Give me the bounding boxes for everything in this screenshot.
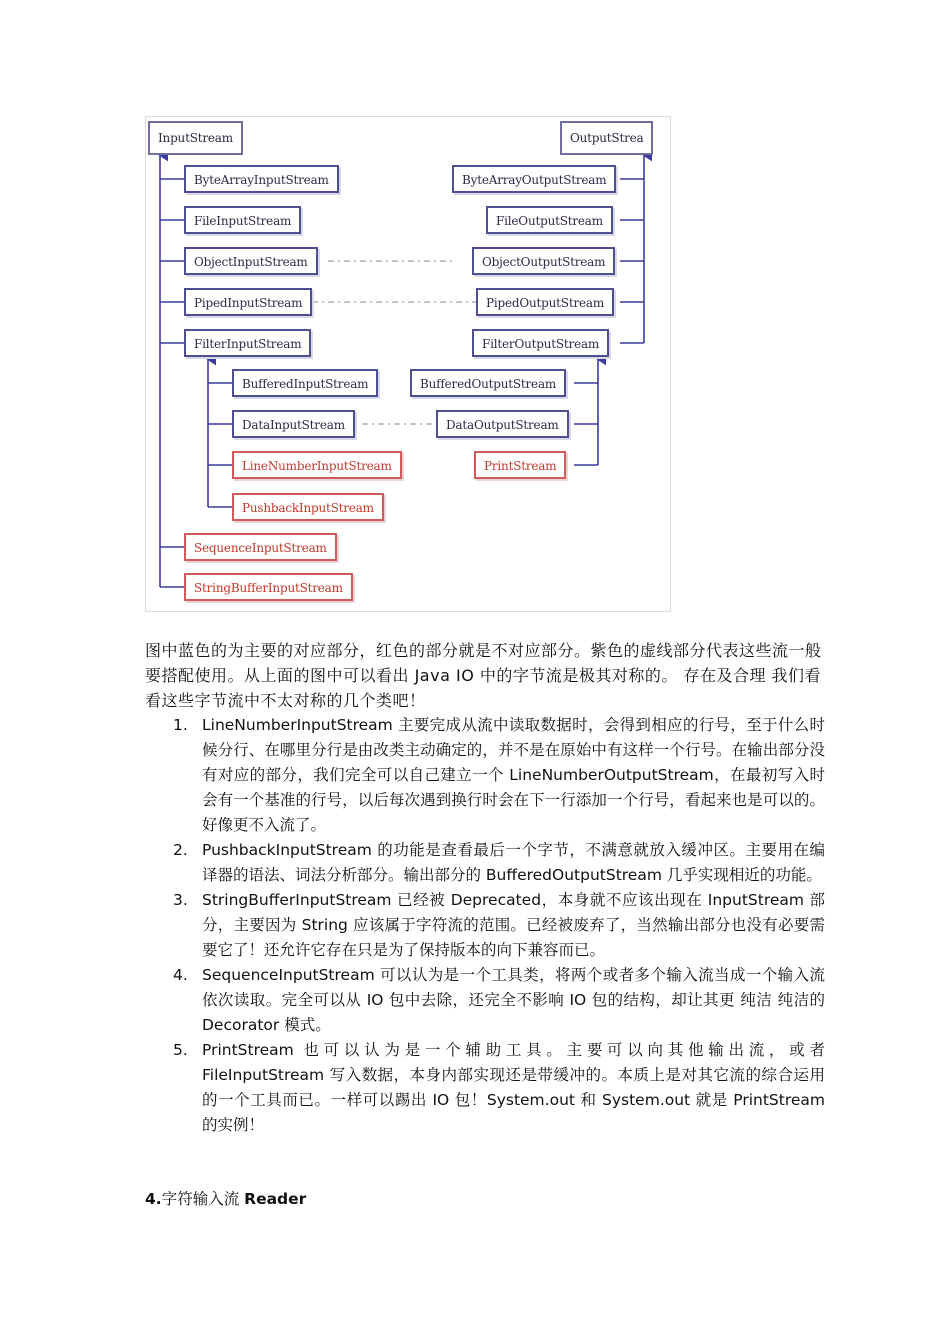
list-item <box>145 713 825 838</box>
node-bytearrayoutputstream: ByteArrayOutputStream <box>452 165 616 193</box>
intro-paragraph: 图中蓝色的为主要的对应部分，红色的部分就是不对应部分。紫色的虚线部分代表这些流一般要搭配使用。从上面的图中可以看出 Java IO 中的字节流是极其对称的。 存在及合理 我们看看这些字节流中不太对称的几个类吧！ <box>145 641 822 710</box>
node-printstream: PrintStream <box>474 451 566 479</box>
input-stream-root: InputStream <box>148 121 243 155</box>
list-item <box>145 1038 825 1138</box>
node-bufferedinputstream: BufferedInputStream <box>232 369 378 397</box>
list-number: 5. <box>173 1041 188 1059</box>
node-filterinputstream: FilterInputStream <box>184 329 311 357</box>
node-objectoutputstream: ObjectOutputStream <box>472 247 615 275</box>
list-text: PrintStream 也可以认为是一个辅助工具。主要可以向其他输出流，或者 FileInputStream 写入数据，本身内部实现还是带缓冲的。本质上是对其它流的综合运用的一个工具而已。一样可以踢出 IO 包！System.out 和 System.out 就是 PrintStream 的实例！ <box>202 1041 825 1134</box>
node-objectinputstream: ObjectInputStream <box>184 247 318 275</box>
list-item <box>145 838 825 888</box>
list-text: PushbackInputStream 的功能是查看最后一个字节，不满意就放入缓冲区。主要用在编译器的语法、词法分析部分。输出部分的 BufferedOutputStream 几乎实现相近的功能。 <box>202 841 825 884</box>
list-number: 1. <box>173 716 188 734</box>
list-text: LineNumberInputStream 主要完成从流中读取数据时，会得到相应的行号，至于什么时候分行、在哪里分行是由改类主动确定的，并不是在原始中有这样一个行号。在输出部分没有对应的部分，我们完全可以自己建立一个 LineNumberOutputStream，在最初写入时会有一个基准的行号，以后每次遇到换行时会在下一行添加一个行号，看起来也是可以的。好像更不入流了。 <box>202 716 825 834</box>
node-datainputstream: DataInputStream <box>232 410 355 438</box>
heading-text: 字符输入流 <box>161 1190 240 1208</box>
list-number: 4. <box>173 966 188 984</box>
node-bytearrayinputstream: ByteArrayInputStream <box>184 165 339 193</box>
heading-number: 4. <box>145 1190 162 1208</box>
list-text: SequenceInputStream 可以认为是一个工具类，将两个或者多个输入流当成一个输入流依次读取。完全可以从 IO 包中去除，还完全不影响 IO 包的结构，却让其更 纯洁 纯洁的 Decorator 模式。 <box>202 966 825 1034</box>
node-stringbufferinputstream: StringBufferInputStream <box>184 573 353 601</box>
node-pipedoutputstream: PipedOutputStream <box>476 288 614 316</box>
io-stream-class-diagram <box>145 116 671 612</box>
list-text: StringBufferInputStream 已经被 Deprecated，本身就不应该出现在 InputStream 部分，主要因为 String 应该属于字符流的范围。已经被废弃了，当然输出部分也没有必要需要它了！还允许它存在只是为了保持版本的向下兼容而已。 <box>202 891 825 959</box>
heading-bold-term: Reader <box>244 1190 307 1208</box>
output-stream-root: OutputStrea <box>560 121 653 155</box>
section-heading <box>145 1187 306 1212</box>
asymmetric-classes-list <box>145 713 825 1138</box>
node-pushbackinputstream: PushbackInputStream <box>232 493 384 521</box>
list-item <box>145 888 825 963</box>
list-item <box>145 963 825 1038</box>
node-bufferedoutputstream: BufferedOutputStream <box>410 369 566 397</box>
node-fileoutputstream: FileOutputStream <box>486 206 613 234</box>
node-dataoutputstream: DataOutputStream <box>436 410 569 438</box>
list-number: 3. <box>173 891 188 909</box>
list-number: 2. <box>173 841 188 859</box>
node-linenumberinputstream: LineNumberInputStream <box>232 451 402 479</box>
node-filteroutputstream: FilterOutputStream <box>472 329 609 357</box>
node-sequenceinputstream: SequenceInputStream <box>184 533 337 561</box>
node-fileinputstream: FileInputStream <box>184 206 301 234</box>
node-pipedinputstream: PipedInputStream <box>184 288 312 316</box>
